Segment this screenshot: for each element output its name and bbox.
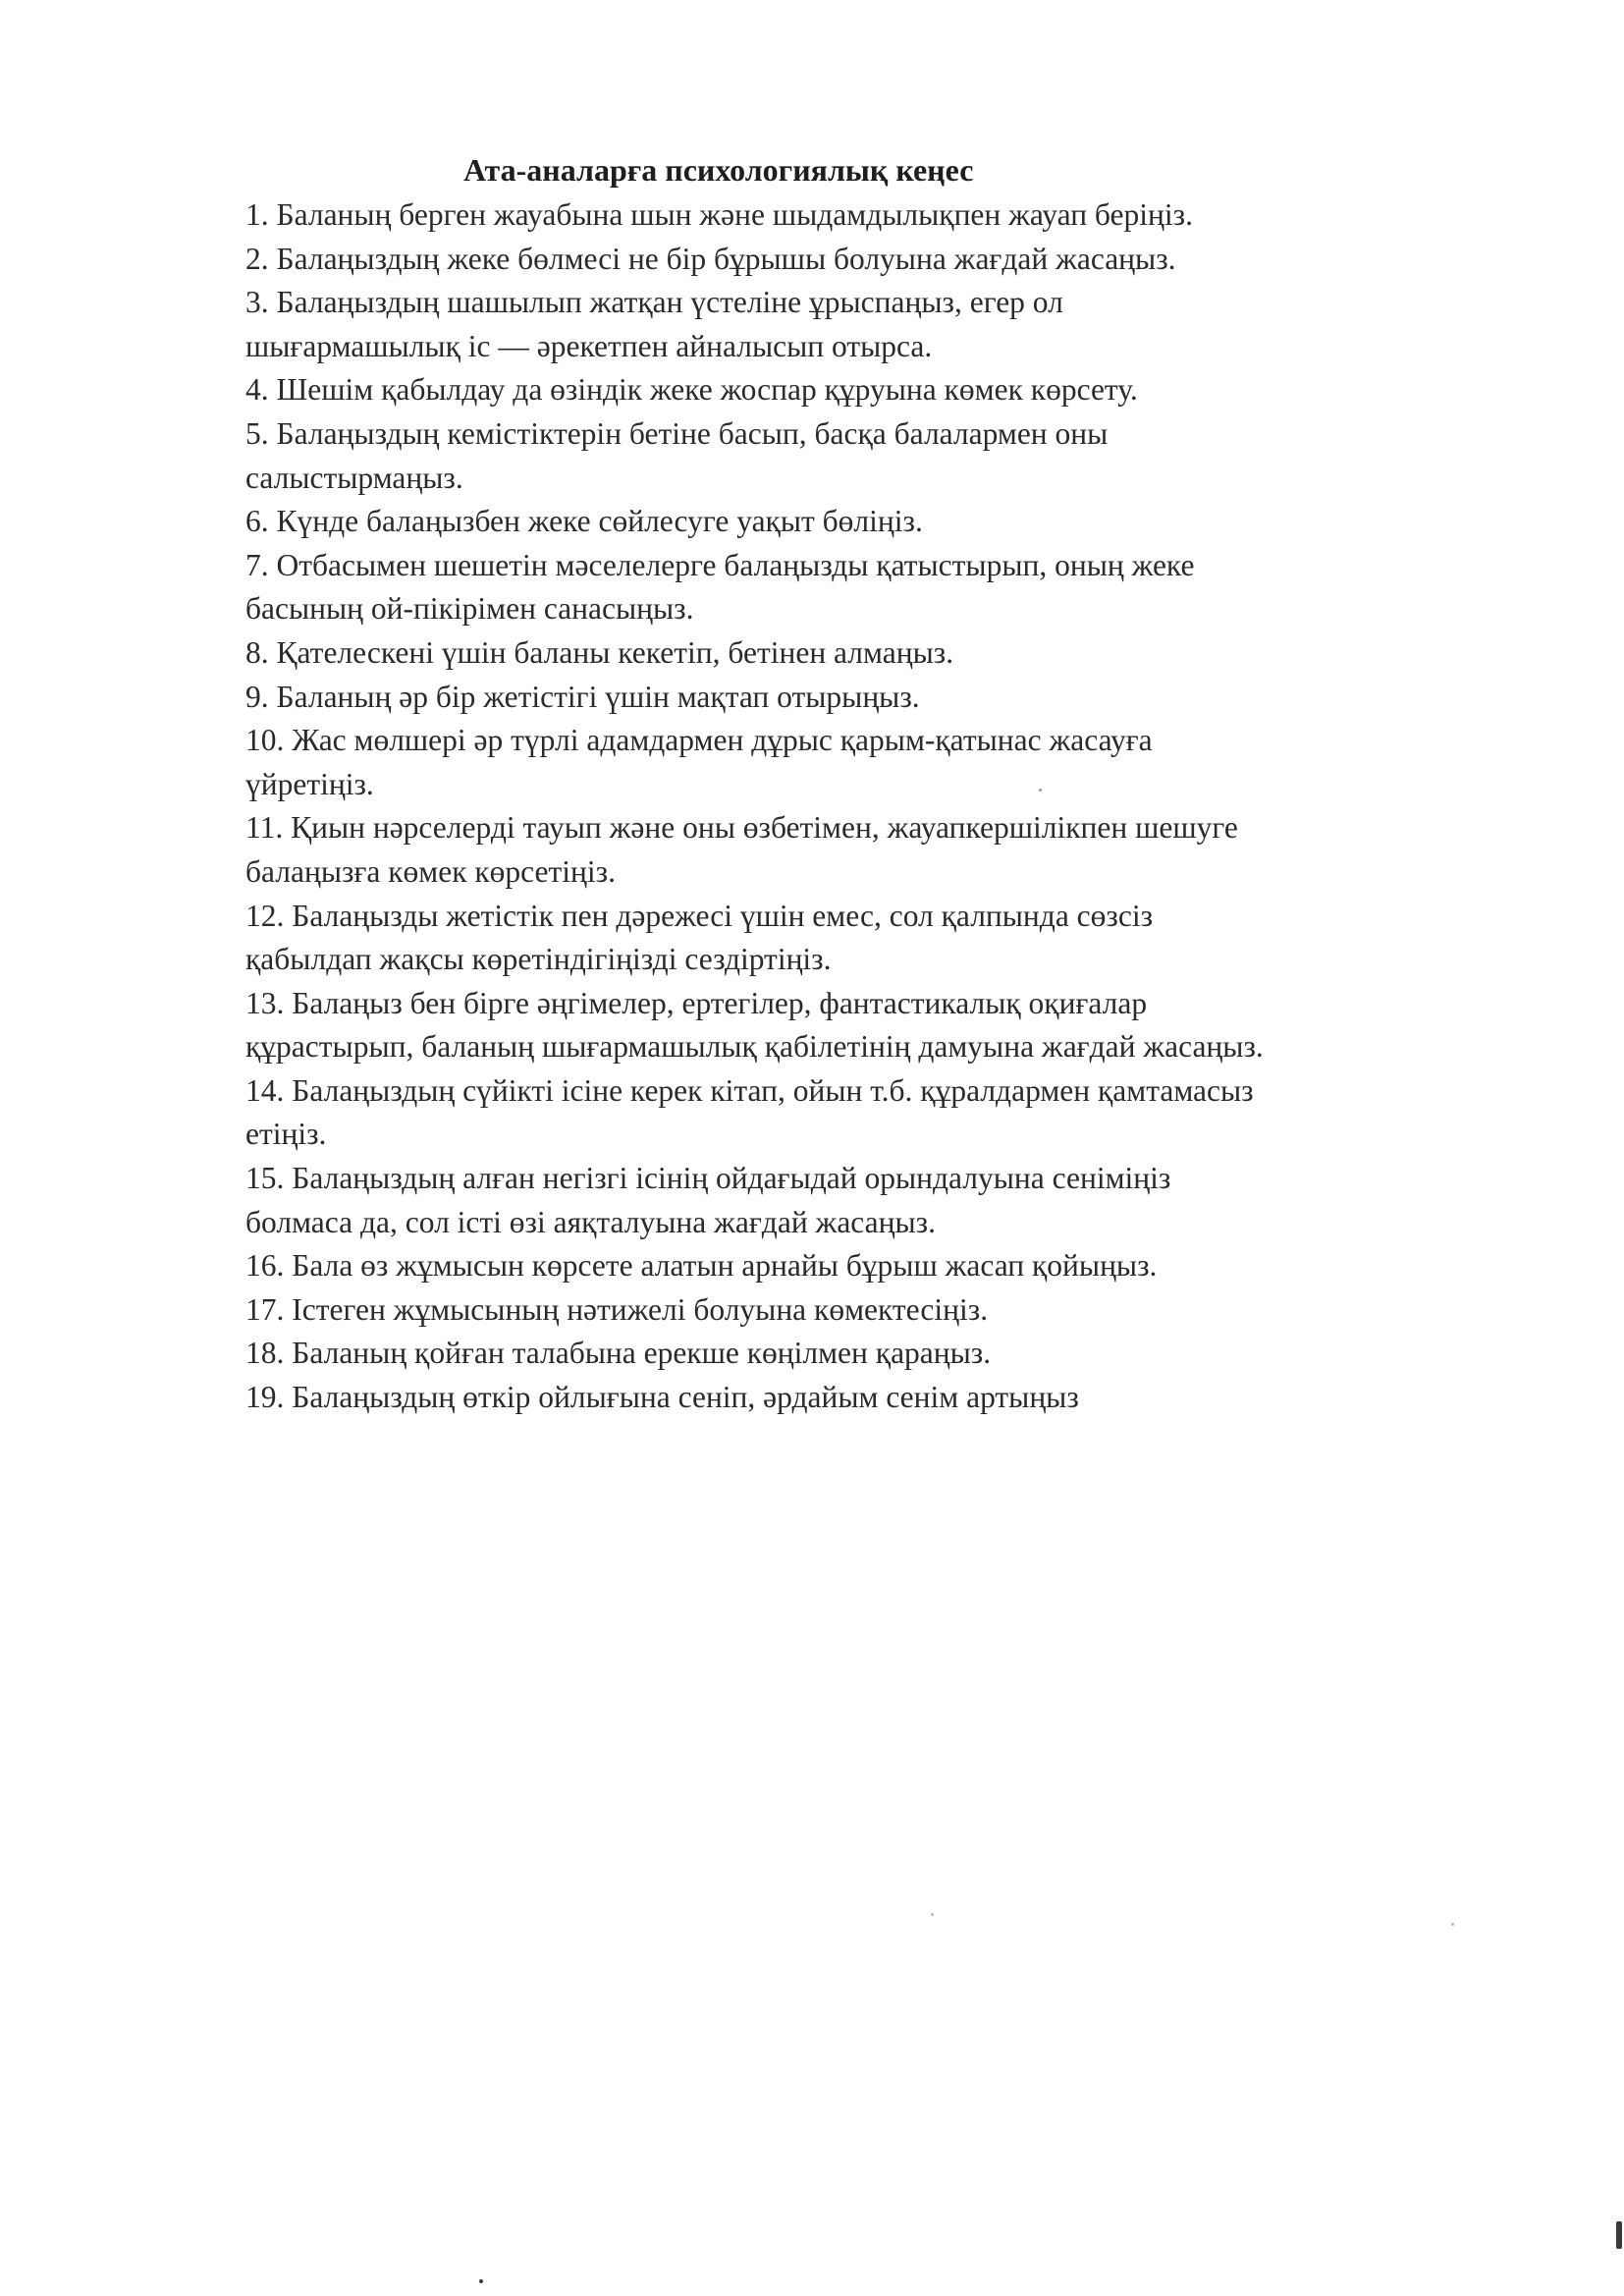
scan-artifact-dot xyxy=(479,2279,483,2283)
advice-line: 12. Балаңызды жетістік пен дәрежесі үшін емес, сол қалпында сөзсіз xyxy=(245,898,1154,933)
advice-line: салыстырмаңыз. xyxy=(245,460,463,495)
advice-item xyxy=(245,412,1532,500)
advice-line: 15. Балаңыздың алған негізгі ісінің ойдағыдай орындалуына сеніміңіз xyxy=(245,1161,1171,1196)
advice-line: 13. Балаңыз бен бірге әңгімелер, ертегілер, фантастикалық оқиғалар xyxy=(245,985,1148,1020)
advice-item xyxy=(245,238,1532,282)
advice-line: 1. Баланың берген жауабына шын және шыдамдылықпен жауап беріңіз. xyxy=(245,197,1193,232)
advice-line: балаңызға көмек көрсетіңіз. xyxy=(245,853,616,889)
advice-line: 7. Отбасымен шешетін мәселелерге балаңызды қатыстырып, оның жеке xyxy=(245,547,1195,582)
advice-item xyxy=(245,1069,1532,1157)
advice-line: 5. Балаңыздың кемістіктерін бетіне басып, басқа балалармен оны xyxy=(245,415,1109,451)
advice-line: қабылдап жақсы көретіндігіңізді сездіртіңіз. xyxy=(245,942,832,977)
advice-item xyxy=(245,631,1532,676)
advice-line: 8. Қателескені үшін баланы кекетіп, бетінен алмаңыз. xyxy=(245,634,954,670)
advice-line: 2. Балаңыздың жеке бөлмесі не бір бұрышы болуына жағдай жасаңыз. xyxy=(245,241,1176,276)
advice-item xyxy=(245,1288,1532,1333)
advice-item xyxy=(245,193,1532,238)
advice-item xyxy=(245,281,1532,368)
advice-line: 9. Баланың әр бір жетістігі үшін мақтап отырыңыз. xyxy=(245,679,920,714)
advice-line: 14. Балаңыздың сүйікті ісіне керек кітап, ойын т.б. құралдармен қамтамасыз xyxy=(245,1072,1254,1108)
scan-artifact-mark xyxy=(1616,2221,1622,2249)
advice-item xyxy=(245,676,1532,720)
advice-line: 16. Бала өз жұмысын көрсете алатын арнайы бұрыш жасап қойыңыз. xyxy=(245,1248,1158,1284)
scan-artifact-speck xyxy=(931,1913,934,1916)
advice-line: 18. Баланың қойған талабына ерекше көңілмен қараңыз. xyxy=(245,1336,992,1371)
advice-line: 6. Күнде балаңызбен жеке сөйлесуге уақыт бөліңіз. xyxy=(245,504,923,539)
advice-line: шығармашылық іс — әрекетпен айналысып отырса. xyxy=(245,328,933,363)
advice-item xyxy=(245,544,1532,631)
advice-line: етіңіз. xyxy=(245,1117,327,1152)
advice-line: 19. Балаңыздың өткір ойлығына сеніп, әрдайым сенім артыңыз xyxy=(245,1380,1079,1415)
advice-item xyxy=(245,1244,1532,1288)
advice-item xyxy=(245,1376,1532,1420)
scan-artifact-speck xyxy=(1451,1923,1454,1926)
scan-artifact-speck xyxy=(1039,789,1042,792)
advice-item xyxy=(245,982,1532,1069)
advice-line: құрастырып, баланың шығармашылық қабілетінің дамуына жағдай жасаңыз. xyxy=(245,1029,1264,1065)
advice-item xyxy=(245,806,1532,894)
advice-line: 4. Шешім қабылдау да өзіндік жеке жоспар құруына көмек көрсету. xyxy=(245,372,1138,408)
document-title: Ата-аналарға психологиялық кеңес xyxy=(463,152,974,188)
advice-line: басының ой-пікірімен санасыңыз. xyxy=(245,591,694,627)
advice-item xyxy=(245,1157,1532,1244)
advice-item xyxy=(245,895,1532,982)
advice-line: 11. Қиын нәрселерді тауып және оны өзбетімен, жауапкершілікпен шешуге xyxy=(245,810,1238,846)
advice-item xyxy=(245,500,1532,544)
advice-item xyxy=(245,719,1532,806)
advice-line: 17. Істеген жұмысының нәтижелі болуына көмектесіңіз. xyxy=(245,1291,989,1327)
advice-line: 10. Жас мөлшері әр түрлі адамдармен дұрыс қарым-қатынас жасауға xyxy=(245,723,1153,758)
advice-line: үйретіңіз. xyxy=(245,766,374,801)
advice-line: 3. Балаңыздың шашылып жатқан үстеліне ұрыспаңыз, егер ол xyxy=(245,285,1063,320)
advice-line: болмаса да, сол істі өзі аяқталуына жағдай жасаңыз. xyxy=(245,1204,936,1239)
advice-list xyxy=(245,193,1532,1420)
advice-item xyxy=(245,368,1532,412)
advice-item xyxy=(245,1332,1532,1376)
